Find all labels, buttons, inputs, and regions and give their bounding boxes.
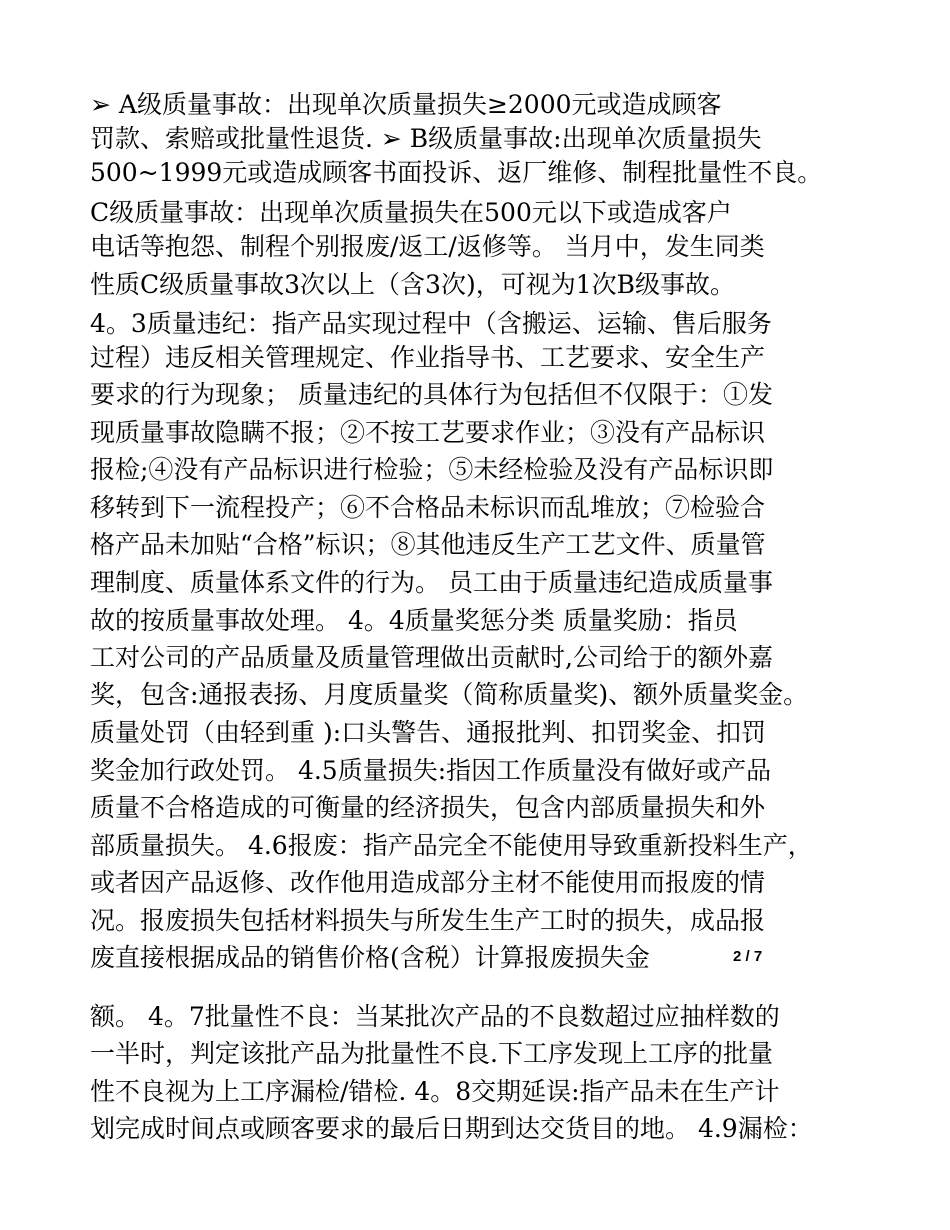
- page-number: 2 / 7: [733, 948, 763, 965]
- text-line: 工对公司的产品质量及质量管理做出贡献时,公司给于的额外嘉: [90, 643, 773, 672]
- text-line: 况。报废损失包括材料损失与所发生生产工时的损失，成品报: [90, 906, 766, 935]
- text-line: 额。 4。7批量性不良：当某批次产品的不良数超过应抽样数的: [90, 1002, 780, 1031]
- text-line: 现质量事故隐瞒不报；②不按工艺要求作业；③没有产品标识: [90, 418, 766, 447]
- text-line: 部质量损失。 4.6报废：指产品完全不能使用导致重新投料生产，: [90, 831, 813, 860]
- text-line: 4。3质量违纪：指产品实现过程中（含搬运、运输、售后服务: [90, 309, 772, 338]
- text-line: 故的按质量事故处理。 4。4质量奖惩分类 质量奖励：指员: [90, 606, 738, 635]
- text-line: ➢ A级质量事故：出现单次质量损失≥2000元或造成顾客: [90, 90, 722, 119]
- text-line: 性质C级质量事故3次以上（含3次)，可视为1次B级事故。: [90, 270, 735, 299]
- text-line: 质量不合格造成的可衡量的经济损失，包含内部质量损失和外: [90, 793, 766, 822]
- text-line: 奖，包含:通报表扬、月度质量奖（简称质量奖)、额外质量奖金。: [90, 680, 809, 709]
- text-line: 理制度、质量体系文件的行为。 员工由于质量违纪造成质量事: [90, 568, 773, 597]
- text-line: 罚款、索赔或批量性退货. ➢ B级质量事故:出现单次质量损失: [90, 124, 762, 153]
- text-line: 移转到下一流程投产；⑥不合格品未标识而乱堆放；⑦检验合: [90, 493, 766, 522]
- text-line: 要求的行为现象； 质量违纪的具体行为包括但不仅限于：①发: [90, 380, 773, 409]
- text-line: 过程）违反相关管理规定、作业指导书、工艺要求、安全生产: [90, 343, 766, 372]
- text-line: 500~1999元或造成顾客书面投诉、返厂维修、制程批量性不良。: [90, 158, 823, 187]
- text-line: 性不良视为上工序漏检/错检. 4。8交期延误:指产品未在生产计: [90, 1077, 780, 1106]
- text-line: 一半时，判定该批产品为批量性不良.下工序发现上工序的批量: [90, 1039, 773, 1068]
- text-line: 废直接根据成品的销售价格(含税）计算报废损失金: [90, 943, 650, 972]
- text-line: 报检;④没有产品标识进行检验；⑤未经检验及没有产品标识即: [90, 455, 774, 484]
- text-line: 奖金加行政处罚。 4.5质量损失:指因工作质量没有做好或产品: [90, 756, 772, 785]
- text-line: 电话等抱怨、制程个别报废/返工/返修等。 当月中，发生同类: [90, 232, 765, 261]
- text-line: 格产品未加贴“合格”标识；⑧其他违反生产工艺文件、质量管: [90, 530, 766, 559]
- text-line: 或者因产品返修、改作他用造成部分主材不能使用而报废的情: [90, 868, 766, 897]
- text-line: C级质量事故：出现单次质量损失在500元以下或造成客户: [90, 198, 732, 227]
- text-line: 划完成时间点或顾客要求的最后日期到达交货目的地。 4.9漏检：: [90, 1114, 813, 1143]
- text-line: 质量处罚（由轻到重 ):口头警告、通报批判、扣罚奖金、扣罚: [90, 718, 767, 747]
